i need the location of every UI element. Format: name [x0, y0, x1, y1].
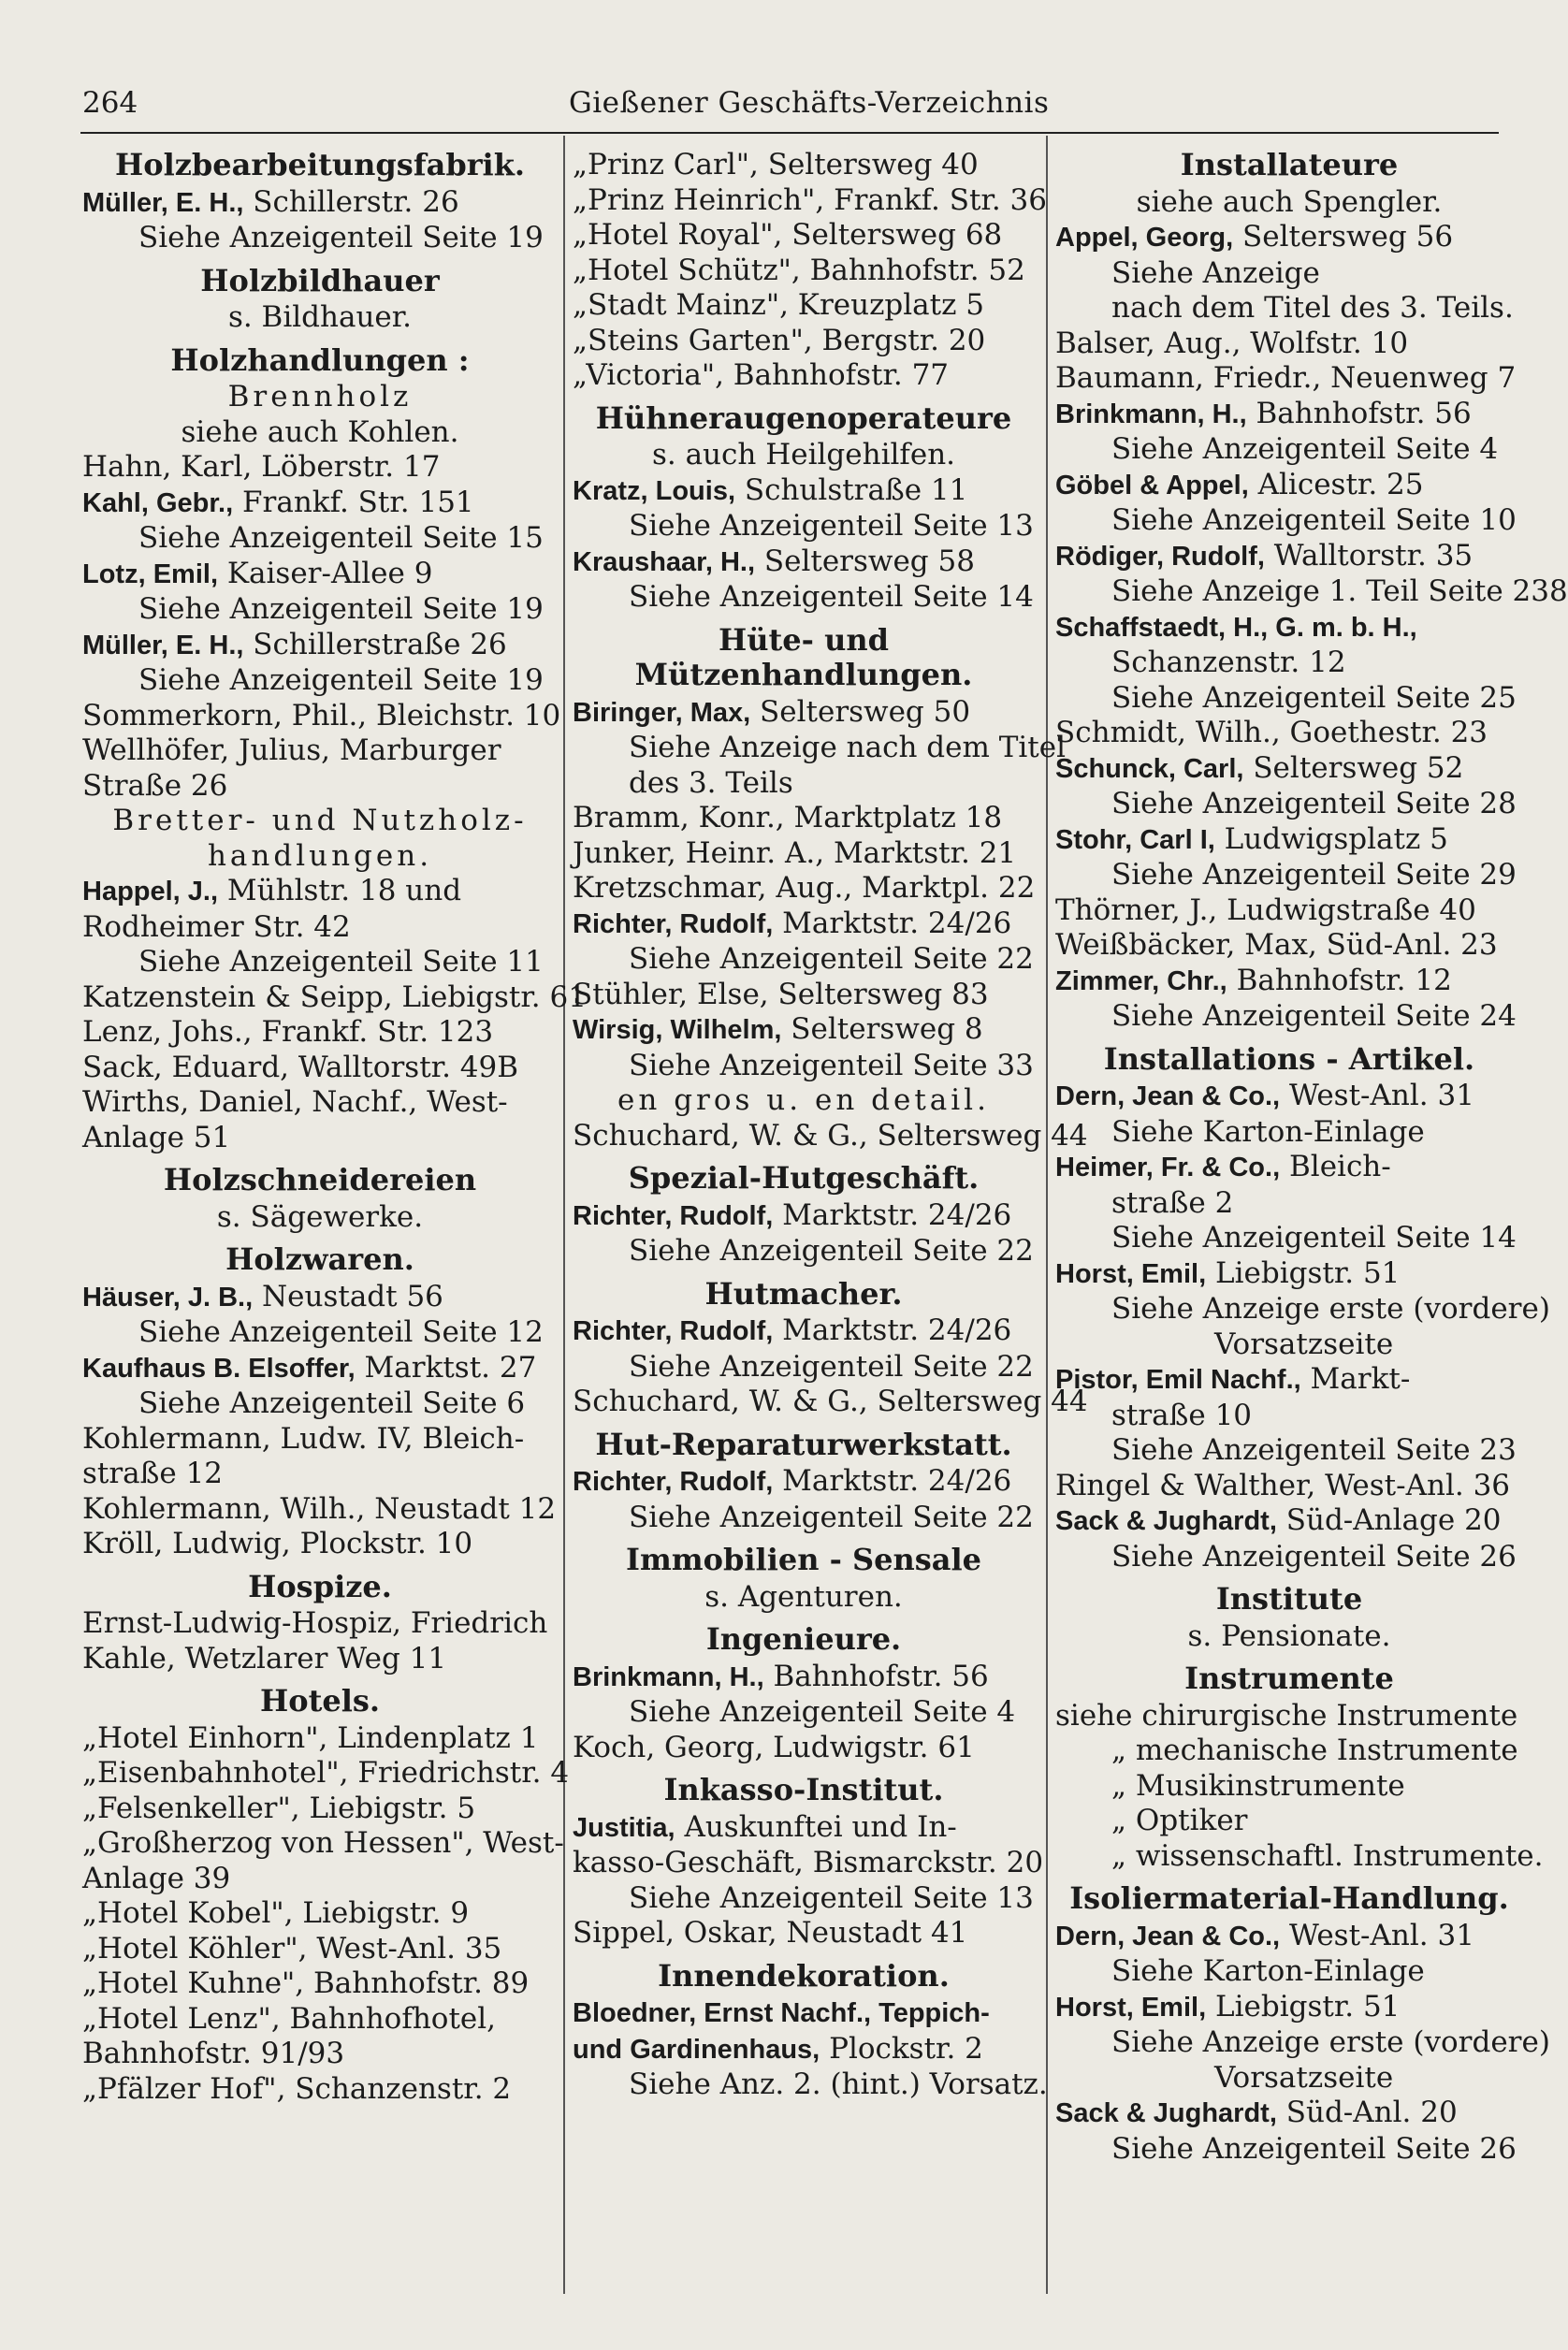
entry-address: West-Anl. 31 [1280, 1079, 1474, 1112]
directory-entry [1055, 610, 1523, 646]
directory-entry [573, 907, 1035, 943]
section-heading: Immobilien - Sensale [625, 1542, 982, 1577]
entry-name: Häuser, J. B., [82, 1282, 254, 1313]
running-title: Gießener Geschäfts-Verzeichnis [569, 86, 1050, 120]
directory-entry [573, 1660, 1035, 1696]
section-heading: Holzbildhauer [200, 262, 440, 298]
entry-line: Sack, Eduard, Walltorstr. 49B [82, 1050, 518, 1084]
directory-entry [573, 1810, 1035, 1847]
entry-name: Horst, Emil, [1055, 1992, 1207, 2023]
entry-line: „Hotel Köhler", West-Anl. 35 [82, 1931, 502, 1966]
entry-address: Neustadt 56 [253, 1279, 443, 1313]
entry-line: Schuchard, W. & G., Seltersweg 44 [573, 1118, 1088, 1153]
entry-reference: Siehe Anzeigenteil Seite 22 [629, 1234, 1034, 1268]
entry-address: Alicestr. 25 [1248, 467, 1424, 501]
entry-line: Wellhöfer, Julius, Marburger [82, 733, 501, 767]
entry-reference: Siehe Anzeigenteil Seite 22 [629, 1349, 1034, 1384]
entry-address: Schulstraße 11 [735, 472, 968, 507]
entry-line: Kohlermann, Wilh., Neustadt 12 [82, 1491, 557, 1526]
entry-reference: Schanzenstr. 12 [1111, 646, 1346, 679]
entry-address: Schillerstr. 26 [243, 184, 459, 219]
entry-address: Süd-Anl. 20 [1276, 2096, 1458, 2129]
entry-address: Seltersweg 8 [781, 1012, 983, 1046]
entry-line: Kohlermann, Ludw. IV, Bleich- [82, 1421, 525, 1456]
entry-line: „Stadt Mainz", Kreuzplatz 5 [573, 288, 985, 322]
section-heading: Holzschneidereien [163, 1162, 477, 1197]
directory-column-1 [82, 147, 587, 2107]
directory-column-2 [573, 148, 1088, 2103]
entry-reference: Vorsatzseite [1214, 1327, 1394, 1361]
entry-address: Mühlstr. 18 und [218, 874, 462, 907]
entry-reference: Siehe Anzeige erste (vordere) [1111, 2025, 1550, 2059]
directory-entry [1055, 2096, 1523, 2132]
directory-entry [573, 544, 1035, 581]
entry-name: Sack & Jughardt, [1055, 1506, 1277, 1536]
cross-reference: siehe auch Spengler. [1136, 184, 1443, 219]
entry-reference: Siehe Anzeigenteil Seite 4 [629, 1695, 1016, 1729]
section-heading: Innendekoration. [658, 1957, 950, 1994]
directory-entry [1055, 1919, 1523, 1955]
entry-reference: Siehe Anzeigenteil Seite 14 [629, 580, 1034, 614]
directory-entry [573, 1313, 1035, 1350]
header-rule [80, 132, 1499, 134]
entry-reference: „ wissenschaftl. Instrumente. [1111, 1838, 1544, 1873]
entry-reference: Siehe Anzeigenteil Seite 29 [1111, 858, 1517, 892]
entry-line: „Eisenbahnhotel", Friedrichstr. 4 [82, 1756, 570, 1790]
entry-line: Straße 26 [82, 768, 228, 803]
subheading: Bretter- und Nutzholz- [112, 804, 528, 837]
subheading: handlungen. [207, 838, 433, 873]
entry-line: Sommerkorn, Phil., Bleichstr. 10 [82, 698, 561, 733]
directory-entry [1055, 964, 1523, 1000]
entry-name: Kahl, Gebr., [82, 487, 234, 518]
entry-name: Kraushaar, H., [573, 546, 756, 577]
entry-name: Biringer, Max, [573, 697, 751, 728]
entry-reference: Siehe Anzeigenteil Seite 25 [1111, 680, 1517, 715]
entry-line: kasso-Geschäft, Bismarckstr. 20 [573, 1846, 1044, 1879]
entry-reference: Siehe Anzeigenteil Seite 33 [629, 1048, 1034, 1082]
entry-reference: „ mechanische Instrumente [1111, 1733, 1518, 1767]
entry-line: „Hotel Schütz", Bahnhofstr. 52 [573, 253, 1025, 287]
directory-entry [1055, 751, 1523, 788]
entry-reference: Siehe Anzeigenteil Seite 19 [138, 221, 544, 254]
entry-reference: Siehe Anzeigenteil Seite 6 [138, 1386, 526, 1420]
entry-reference: Siehe Anzeigenteil Seite 15 [138, 521, 544, 555]
entry-reference: Siehe Anzeigenteil Seite 22 [629, 942, 1034, 976]
entry-line: Hahn, Karl, Löberstr. 17 [82, 450, 441, 484]
entry-line: Schmidt, Wilh., Goethestr. 23 [1055, 716, 1488, 749]
entry-line: Schuchard, W. & G., Seltersweg 44 [573, 1385, 1088, 1418]
entry-line: „Hotel Lenz", Bahnhofhotel, [82, 2001, 497, 2036]
entry-line: Bahnhofstr. 91/93 [82, 2037, 345, 2070]
directory-entry [1055, 1150, 1523, 1186]
entry-line: Anlage 39 [82, 1861, 231, 1895]
entry-line: „Hotel Royal", Seltersweg 68 [573, 218, 1003, 252]
section-heading: Holzbearbeitungsfabrik. [114, 147, 526, 182]
page-number: 264 [82, 86, 138, 120]
column-divider [1046, 136, 1048, 2294]
entry-reference: Siehe Anzeigenteil Seite 19 [138, 592, 544, 626]
entry-line: Koch, Georg, Ludwigstr. 61 [573, 1730, 975, 1764]
entry-name: Richter, Rudolf, [573, 1316, 774, 1346]
entry-line: „Hotel Kuhne", Bahnhofstr. 89 [82, 1966, 530, 2000]
entry-line: Sippel, Oskar, Neustadt 41 [573, 1916, 968, 1950]
entry-name: Appel, Georg, [1055, 223, 1234, 253]
entry-address: Ludwigsplatz 5 [1214, 821, 1448, 856]
entry-line: „Großherzog von Hessen", West- [82, 1826, 564, 1860]
entry-reference: Siehe Anzeigenteil Seite 23 [1111, 1433, 1517, 1467]
entry-reference: Siehe Anzeigenteil Seite 13 [629, 1880, 1034, 1915]
directory-entry [82, 874, 558, 910]
section-heading: Installations - Artikel. [1103, 1040, 1475, 1077]
section-heading: Inkasso-Institut. [663, 1772, 944, 1807]
entry-address: Walltorstr. 35 [1264, 538, 1474, 573]
section-heading: Installateure [1180, 147, 1399, 182]
cross-reference: siehe auch Kohlen. [181, 414, 459, 449]
entry-reference: „ Optiker [1111, 1804, 1248, 1837]
directory-entry [1055, 1079, 1523, 1115]
entry-reference: straße 10 [1111, 1398, 1253, 1432]
section-heading: Hospize. [248, 1568, 392, 1604]
entry-line: Kretzschmar, Aug., Marktpl. 22 [573, 871, 1036, 905]
entry-reference: Siehe Anzeigenteil Seite 10 [1111, 503, 1517, 537]
section-heading: Hut-Reparaturwerkstatt. [595, 1426, 1012, 1462]
entry-name: Kaufhaus B. Elsoffer, [82, 1353, 356, 1384]
entry-line: Kröll, Ludwig, Plockstr. 10 [82, 1527, 473, 1560]
entry-address: Liebigstr. 51 [1206, 1989, 1401, 2024]
entry-line: Baumann, Friedr., Neuenweg 7 [1055, 361, 1517, 395]
cross-reference: s. auch Heilgehilfen. [651, 438, 956, 471]
entry-address: Schillerstraße 26 [243, 627, 507, 661]
cross-reference: s. Pensionate. [1187, 1618, 1391, 1653]
entry-reference: nach dem Titel des 3. Teils. [1111, 291, 1514, 325]
section-heading: Hutmacher. [704, 1275, 903, 1312]
entry-line: siehe chirurgische Instrumente [1055, 1698, 1518, 1733]
entry-line: „Hotel Einhorn", Lindenplatz 1 [82, 1720, 539, 1755]
entry-address: Marktst. 27 [355, 1350, 537, 1385]
entry-reference: Siehe Anzeigenteil Seite 13 [629, 509, 1034, 543]
entry-address: Liebigstr. 51 [1206, 1255, 1401, 1290]
directory-entry [82, 557, 558, 593]
directory-entry [82, 1351, 558, 1387]
directory-entry [573, 1012, 1035, 1049]
directory-column-3 [1055, 147, 1568, 2167]
directory-entry [573, 473, 1035, 510]
entry-reference: Siehe Anzeigenteil Seite 22 [629, 1500, 1034, 1534]
entry-address: Bahnhofstr. 56 [1246, 396, 1472, 430]
entry-reference: Siehe Anzeigenteil Seite 19 [138, 663, 544, 697]
entry-reference: Siehe Karton-Einlage [1111, 1114, 1425, 1149]
entry-address: Frankf. Str. 151 [233, 485, 474, 519]
entry-address: Süd-Anlage 20 [1276, 1503, 1502, 1537]
entry-line: Thörner, J., Ludwigstraße 40 [1055, 892, 1476, 927]
entry-name: Wirsig, Wilhelm, [573, 1015, 782, 1045]
entry-address: Plockstr. 2 [820, 2031, 983, 2066]
entry-address: Marktstr. 24/26 [773, 1197, 1012, 1232]
directory-entry [573, 695, 1035, 732]
entry-reference: Siehe Anzeige 1. Teil Seite 238 [1111, 574, 1568, 608]
entry-address: Bahnhofstr. 12 [1227, 963, 1452, 997]
section-heading: Hühneraugenoperateure [595, 399, 1012, 436]
directory-entry [82, 1280, 558, 1316]
entry-line: Junker, Heinr. A., Marktstr. 21 [573, 835, 1017, 870]
directory-entry [1055, 220, 1523, 256]
cross-reference: s. Bildhauer. [227, 300, 413, 334]
subheading: en gros u. en detail. [617, 1083, 990, 1117]
entry-line: Weißbäcker, Max, Süd-Anl. 23 [1055, 928, 1498, 962]
cross-reference: s. Agenturen. [704, 1579, 903, 1614]
entry-name: Happel, J., [82, 877, 219, 907]
directory-entry [1055, 822, 1523, 859]
entry-reference: straße 2 [1111, 1185, 1234, 1220]
entry-address: Marktstr. 24/26 [773, 1313, 1012, 1347]
entry-address: West-Anl. 31 [1280, 1918, 1474, 1952]
entry-line: Lenz, Johs., Frankf. Str. 123 [82, 1015, 494, 1049]
entry-line: Wirths, Daniel, Nachf., West- [82, 1085, 508, 1119]
directory-entry [573, 2032, 1035, 2068]
entry-address: Marktstr. 24/26 [773, 1464, 1012, 1498]
entry-address: Seltersweg 56 [1233, 220, 1454, 254]
directory-entry [1055, 468, 1523, 504]
entry-line: „Victoria", Bahnhofstr. 77 [573, 358, 950, 392]
subheading: Brennholz [227, 380, 413, 413]
entry-line: „Felsenkeller", Liebigstr. 5 [82, 1791, 476, 1825]
directory-entry [1055, 1503, 1523, 1540]
entry-name: Sack & Jughardt, [1055, 2098, 1277, 2128]
entry-line: „Prinz Carl", Seltersweg 40 [573, 148, 979, 181]
entry-address: Auskunftei und In- [675, 1809, 957, 1844]
entry-name: und Gardinenhaus, [573, 2034, 820, 2065]
entry-name: Justitia, [573, 1812, 675, 1843]
cross-reference: s. Sägewerke. [216, 1199, 424, 1234]
entry-name: Kratz, Louis, [573, 475, 736, 506]
entry-name: Pistor, Emil Nachf., [1055, 1365, 1301, 1395]
entry-reference: Siehe Anzeigenteil Seite 11 [138, 945, 544, 979]
section-heading: Holzwaren. [225, 1241, 414, 1277]
section-heading: Hotels. [259, 1683, 381, 1719]
entry-address: Bahnhofstr. 56 [763, 1659, 989, 1693]
entry-address: Seltersweg 52 [1243, 750, 1464, 785]
entry-name: Brinkmann, H., [1055, 399, 1247, 429]
entry-name: Stohr, Carl I, [1055, 824, 1215, 855]
entry-name: Dern, Jean & Co., [1055, 1921, 1281, 1951]
directory-entry [82, 628, 558, 664]
entry-reference: Siehe Anzeigenteil Seite 14 [1111, 1221, 1517, 1255]
entry-reference: Siehe Anzeigenteil Seite 24 [1111, 999, 1517, 1033]
entry-line: Bramm, Konr., Marktplatz 18 [573, 801, 1003, 834]
section-heading: Spezial-Hutgeschäft. [628, 1160, 980, 1196]
entry-reference: Siehe Anzeige [1111, 255, 1320, 290]
directory-entry [82, 185, 558, 222]
entry-name: Lotz, Emil, [82, 558, 218, 589]
entry-reference: Siehe Anzeige erste (vordere) [1111, 1292, 1550, 1326]
entry-name: Schunck, Carl, [1055, 753, 1244, 784]
entry-line: Balser, Aug., Wolfstr. 10 [1055, 326, 1409, 360]
entry-name: Schaffstaedt, H., G. m. b. H., [1055, 612, 1417, 643]
entry-reference: Siehe Karton-Einlage [1111, 1954, 1425, 1988]
directory-entry [1055, 1362, 1523, 1399]
entry-name: Zimmer, Chr., [1055, 965, 1227, 996]
entry-reference: des 3. Teils [629, 765, 793, 800]
section-heading: Isoliermaterial-Handlung. [1069, 1880, 1509, 1916]
entry-line: „Steins Garten", Bergstr. 20 [573, 323, 986, 357]
page-header [82, 86, 1494, 133]
column-divider [563, 136, 565, 2294]
entry-reference: Vorsatzseite [1214, 2060, 1394, 2095]
entry-address: Seltersweg 58 [755, 544, 975, 578]
entry-address: Seltersweg 50 [750, 694, 971, 729]
section-heading: Ingenieure. [705, 1621, 902, 1657]
entry-name: Bloedner, Ernst Nachf., Teppich- [573, 1998, 990, 2028]
directory-entry [573, 1464, 1035, 1501]
entry-line: Anlage 51 [82, 1120, 231, 1154]
entry-name: Heimer, Fr. & Co., [1055, 1153, 1281, 1182]
entry-address: Markt- [1300, 1362, 1411, 1396]
entry-name: Göbel & Appel, [1055, 470, 1249, 500]
entry-name: Richter, Rudolf, [573, 1200, 774, 1231]
entry-line: Ringel & Walther, West-Anl. 36 [1055, 1468, 1511, 1502]
directory-entry [1055, 539, 1523, 575]
entry-reference: Siehe Anzeigenteil Seite 4 [1111, 432, 1499, 466]
entry-reference: Siehe Anzeigenteil Seite 26 [1111, 2131, 1517, 2166]
entry-line: „Hotel Kobel", Liebigstr. 9 [82, 1896, 470, 1930]
entry-line: Stühler, Else, Seltersweg 83 [573, 977, 989, 1011]
section-heading: Instrumente [1184, 1661, 1394, 1696]
section-heading: Institute [1215, 1581, 1363, 1617]
entry-line: „Pfälzer Hof", Schanzenstr. 2 [82, 2071, 512, 2106]
directory-entry [82, 486, 558, 522]
entry-name: Brinkmann, H., [573, 1661, 764, 1692]
entry-reference: Siehe Anz. 2. (hint.) Vorsatz. [629, 2067, 1048, 2101]
entry-address: Bleich- [1280, 1150, 1391, 1183]
directory-entry [1055, 397, 1523, 433]
section-heading: Hüte- und Mützenhandlungen. [634, 621, 973, 692]
entry-reference: Siehe Anzeigenteil Seite 12 [138, 1315, 544, 1349]
directory-entry [573, 1995, 1035, 2032]
entry-line: Ernst-Ludwig-Hospiz, Friedrich [82, 1606, 548, 1640]
entry-name: Rödiger, Rudolf, [1055, 541, 1265, 572]
entry-line: Kahle, Wetzlarer Weg 11 [82, 1641, 447, 1675]
entry-line: Katzenstein & Seipp, Liebigstr. 61 [82, 979, 587, 1014]
entry-line: „Prinz Heinrich", Frankf. Str. 36 [573, 182, 1047, 217]
entry-name: Richter, Rudolf, [573, 908, 774, 939]
entry-name: Müller, E. H., [82, 187, 244, 218]
entry-name: Dern, Jean & Co., [1055, 1081, 1281, 1111]
entry-line: straße 12 [82, 1457, 224, 1490]
entry-line: Rodheimer Str. 42 [82, 909, 351, 944]
entry-address: Kaiser-Allee 9 [218, 556, 433, 590]
entry-reference: Siehe Anzeigenteil Seite 26 [1111, 1539, 1517, 1574]
directory-entry [1055, 1990, 1523, 2026]
entry-reference: Siehe Anzeigenteil Seite 28 [1111, 787, 1517, 820]
entry-name: Richter, Rudolf, [573, 1467, 774, 1497]
entry-reference: Siehe Anzeige nach dem Titel [629, 731, 1067, 764]
section-heading: Holzhandlungen : [170, 341, 470, 378]
directory-entry [573, 1198, 1035, 1235]
directory-entry [1055, 1256, 1523, 1293]
entry-name: Müller, E. H., [82, 630, 244, 660]
entry-address: Marktstr. 24/26 [773, 906, 1012, 940]
entry-reference: „ Musikinstrumente [1111, 1768, 1405, 1803]
entry-name: Horst, Emil, [1055, 1258, 1207, 1289]
